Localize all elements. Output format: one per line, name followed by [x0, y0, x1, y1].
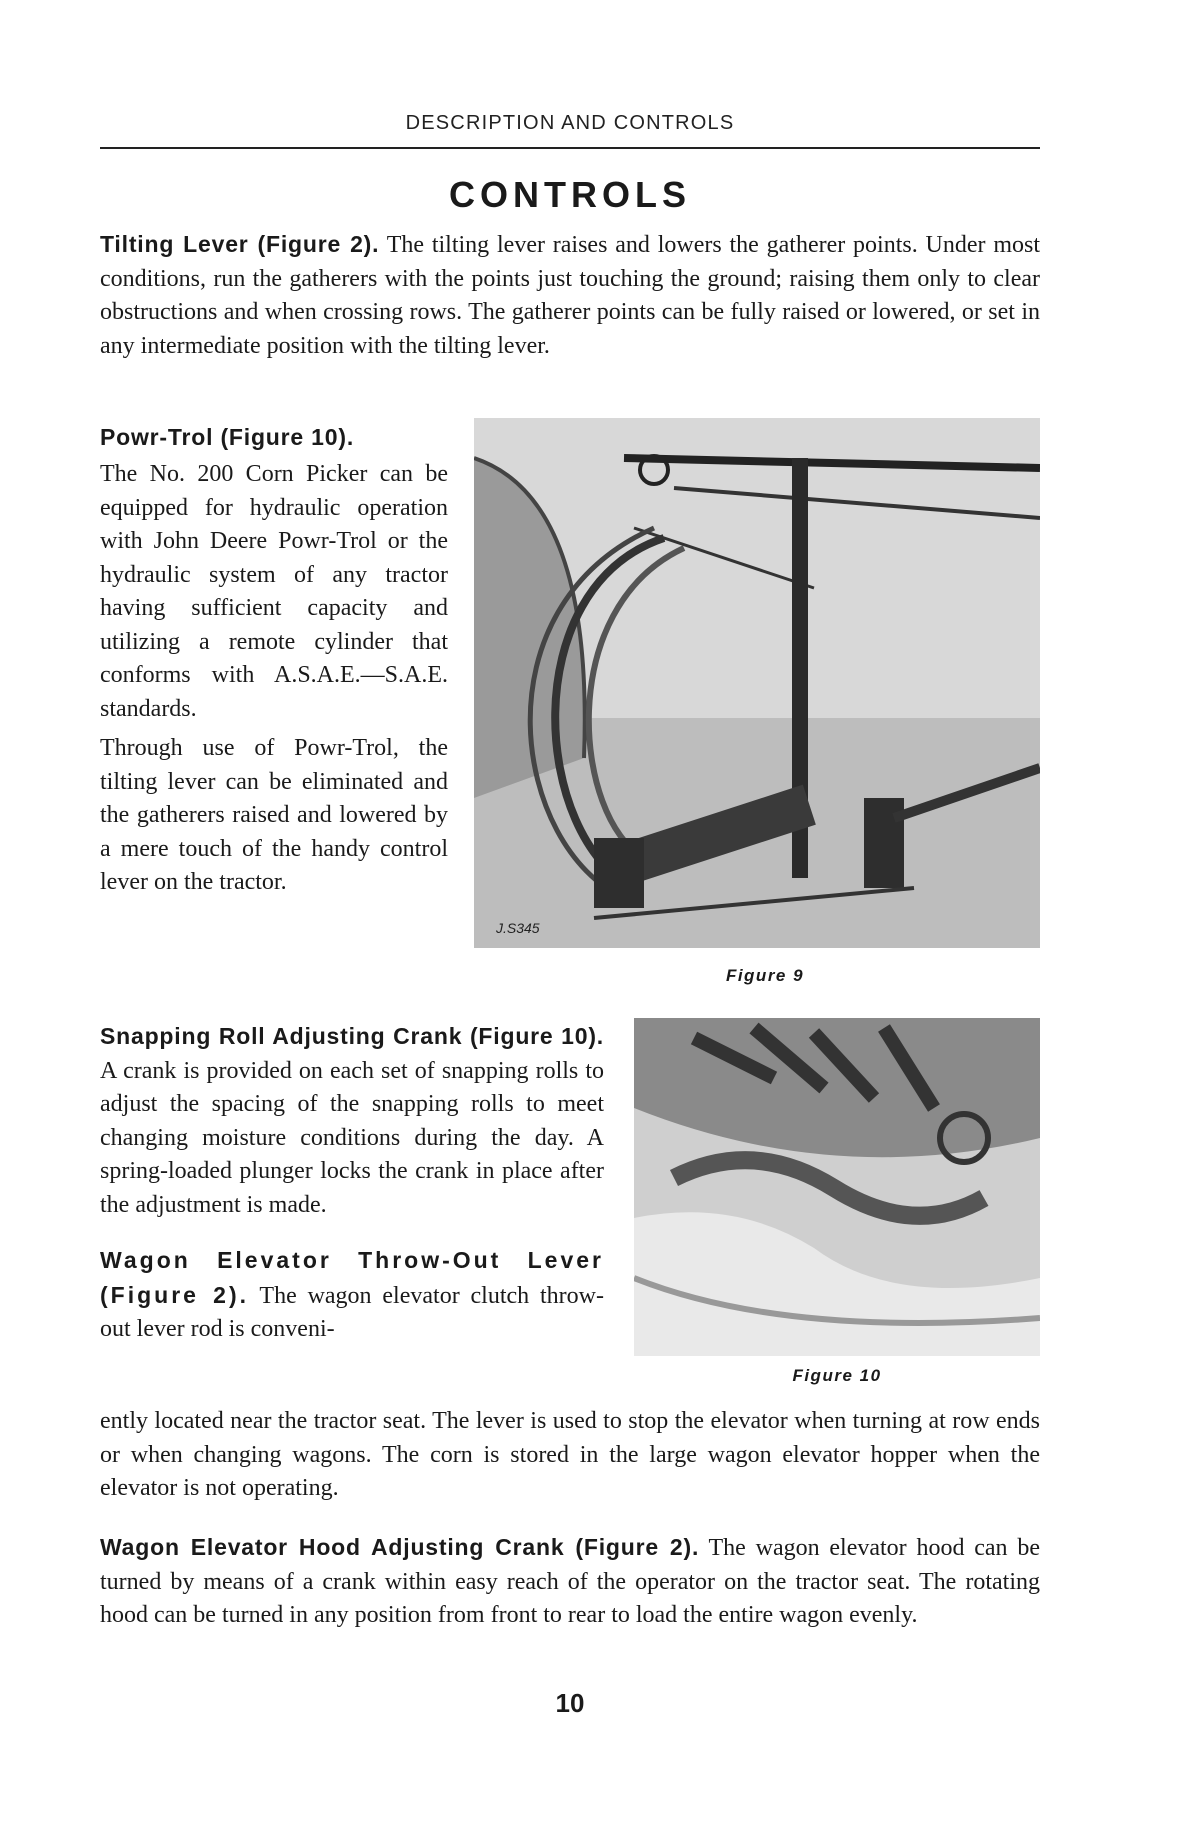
photo-stamp: J.S345: [496, 920, 540, 936]
throwout-body-continued: ently located near the tractor seat. The lever is used to stop the elevator when turning at row ends or when changing wagons. The corn is stored in the large wagon elevator hopper when the elevator is not operating.: [100, 1408, 1040, 1501]
section-title: CONTROLS: [449, 174, 691, 215]
throwout-body-a: The wagon elevator clutch throw-out lever rod is conveni-: [100, 1282, 604, 1342]
hood-crank-body: The wagon elevator hood can be turned by means of a crank within easy reach of the operator on the tractor seat. The rotating hood can be turned in any position from front to rear to load the entire wagon evenly.: [100, 1535, 1040, 1628]
figure-10-caption: Figure 10: [792, 1366, 882, 1385]
tilting-lever-heading: Tilting Lever (Figure 2).: [100, 231, 380, 257]
figure-10-photo: [634, 1018, 1040, 1356]
powrtrol-body-2: Through use of Powr-Trol, the tilting lever can be eliminated and the gatherers raised and lowered by a mere touch of the handy control lever on the tractor.: [100, 735, 448, 895]
snapping-roll-section: [100, 1020, 604, 1347]
snapping-roll-paragraph: [100, 1020, 604, 1222]
hood-crank-paragraph: [100, 1531, 1040, 1633]
snapping-roll-heading: Snapping Roll Adjusting Crank (Figure 10).: [100, 1023, 604, 1049]
page-number: 10: [555, 1688, 585, 1718]
running-header: DESCRIPTION AND CONTROLS: [405, 112, 735, 134]
header-rule: [100, 147, 1040, 149]
hydraulic-cylinder-illustration: [474, 418, 1040, 948]
figure-9-photo: [474, 418, 1040, 948]
powrtrol-body-1: The No. 200 Corn Picker can be equipped for hydraulic operation with John Deere Powr-Trol or the hydraulic system of any tractor having sufficient capacity and utilizing a remote cylinder that conforms with A.S.A.E.—S.A.E. standards.: [100, 461, 448, 722]
throwout-paragraph-a: [100, 1244, 604, 1347]
figure-9-caption: Figure 9: [725, 966, 805, 985]
powrtrol-section: [100, 420, 448, 900]
snapping-roll-crank-illustration: [634, 1018, 1040, 1356]
hood-crank-heading: Wagon Elevator Hood Adjusting Crank (Figure 2).: [100, 1534, 700, 1560]
throwout-heading: Wagon Elevator Throw-Out Lever (Figure 2).: [100, 1247, 604, 1308]
powrtrol-heading: Powr-Trol (Figure 10).: [100, 424, 355, 450]
snapping-roll-body: A crank is provided on each set of snapping rolls to adjust the spacing of the snapping rolls to meet changing moisture conditions during the day. A spring-loaded plunger locks the crank in place after the adjustment is made.: [100, 1057, 604, 1218]
tilting-lever-body: The tilting lever raises and lowers the gatherer points. Under most conditions, run the gatherers with the points just touching the ground; raising them only to clear obstructions and when crossing rows. The gatherer points can be fully raised or lowered, or set in any intermediate position with the tilting lever.: [100, 232, 1040, 359]
tilting-lever-paragraph: [100, 228, 1040, 363]
